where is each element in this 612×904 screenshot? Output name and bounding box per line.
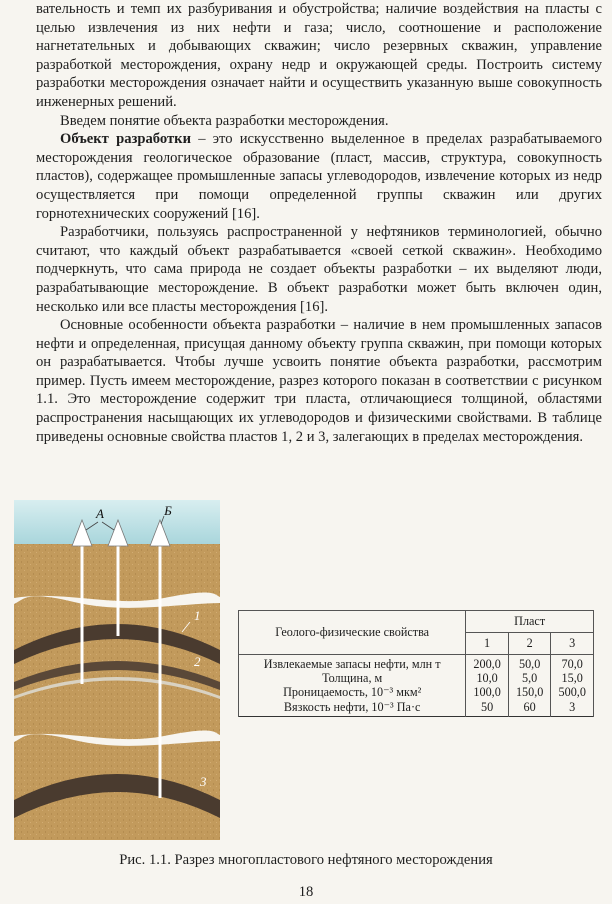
cell-value: 200,0 [466,655,509,672]
table-row [239,700,594,717]
properties-table-container [238,610,594,717]
paragraph-developers: Разработчики, пользуясь распространенной у нефтяников терминологией, обычно считают, что каждый объект разрабатывается «своей сеткой скважин». Необходимо подчеркнуть, что сама природа не создает объекты разработки – их выделяют люди, разрабатывающие месторождение. В объект разработки может быть включен один, несколько или все пласты месторождения [16]. [36,224,602,315]
properties-table [238,610,594,717]
header-property: Геолого-физические свойства [239,611,466,655]
header-layer-3: 3 [551,633,594,655]
cell-value: 150,0 [508,685,551,699]
body-text [36,0,602,446]
paragraph-definition [36,130,602,223]
well-label-b: Б [164,503,172,518]
layer-label-2: 2 [194,654,201,669]
oilfield-cross-section-figure [14,500,220,840]
term-object: Объект разработки [60,131,191,148]
definition-text: – это искусственно выделенное в пределах разрабатываемого месторождения геологическое образование (пласт, массив, структура, совокупность пластов), содержащее промышленные запасы углеводородов, извлечение которых из недр осуществляется при помощи определенной группы скважин или других горнотехнических сооружений [16]. [36,131,602,222]
cell-value: 10,0 [466,671,509,685]
layer-label-3: 3 [200,774,207,789]
layer-label-1: 1 [194,608,201,623]
figure-caption: Рис. 1.1. Разрез многопластового нефтяного месторождения [119,852,493,868]
cell-value: 5,0 [508,671,551,685]
paragraph-continued: вательность и темп их разбуривания и обустройства; наличие воздействия на пласты с целью извлечения из них нефти и газа; число, соотношение и расположение нагнетательных и добывающих скважин; число резервных скважин, управление разработкой месторождения, охрану недр и окружающей среды. Построить систему разработки месторождения означает найти и осуществить указанную выше совокупность инженерных решений. [36,1,602,110]
header-layer-1: 1 [466,633,509,655]
table-row [239,655,594,672]
cell-value: 50 [466,700,509,717]
table-row [239,685,594,699]
header-layer-2: 2 [508,633,551,655]
row-label: Извлекаемые запасы нефти, млн т [239,655,466,672]
page-number: 18 [298,884,314,900]
cell-value: 70,0 [551,655,594,672]
cell-value: 50,0 [508,655,551,672]
cell-value: 100,0 [466,685,509,699]
header-layer-group: Пласт [466,611,594,633]
well-label-a: А [96,506,104,521]
cell-value: 15,0 [551,671,594,685]
cross-section-illustration [14,500,220,840]
row-label: Проницаемость, 10⁻³ мкм² [239,685,466,699]
cell-value: 3 [551,700,594,717]
cell-value: 500,0 [551,685,594,699]
row-label: Вязкость нефти, 10⁻³ Па·с [239,700,466,717]
row-label: Толщина, м [239,671,466,685]
paragraph-intro: Введем понятие объекта разработки месторождения. [60,112,389,129]
paragraph-features: Основные особенности объекта разработки – наличие в нем промышленных запасов нефти и определенная, присущая данному объекту группа скважин, при помощи которых он разрабатывается. Чтобы лучше усвоить понятие объекта разработки, рассмотрим пример. Пусть имеем месторождение, разрез которого показан в соответствии с рисунком 1.1. Это месторождение содержит три пласта, отличающиеся толщиной, областями распространения насыщающих их углеводородов и физическими свойствами. В таблице приведены основные свойства пластов 1, 2 и 3, залегающих в пределах месторождения. [36,317,602,445]
cell-value: 60 [508,700,551,717]
table-row [239,671,594,685]
